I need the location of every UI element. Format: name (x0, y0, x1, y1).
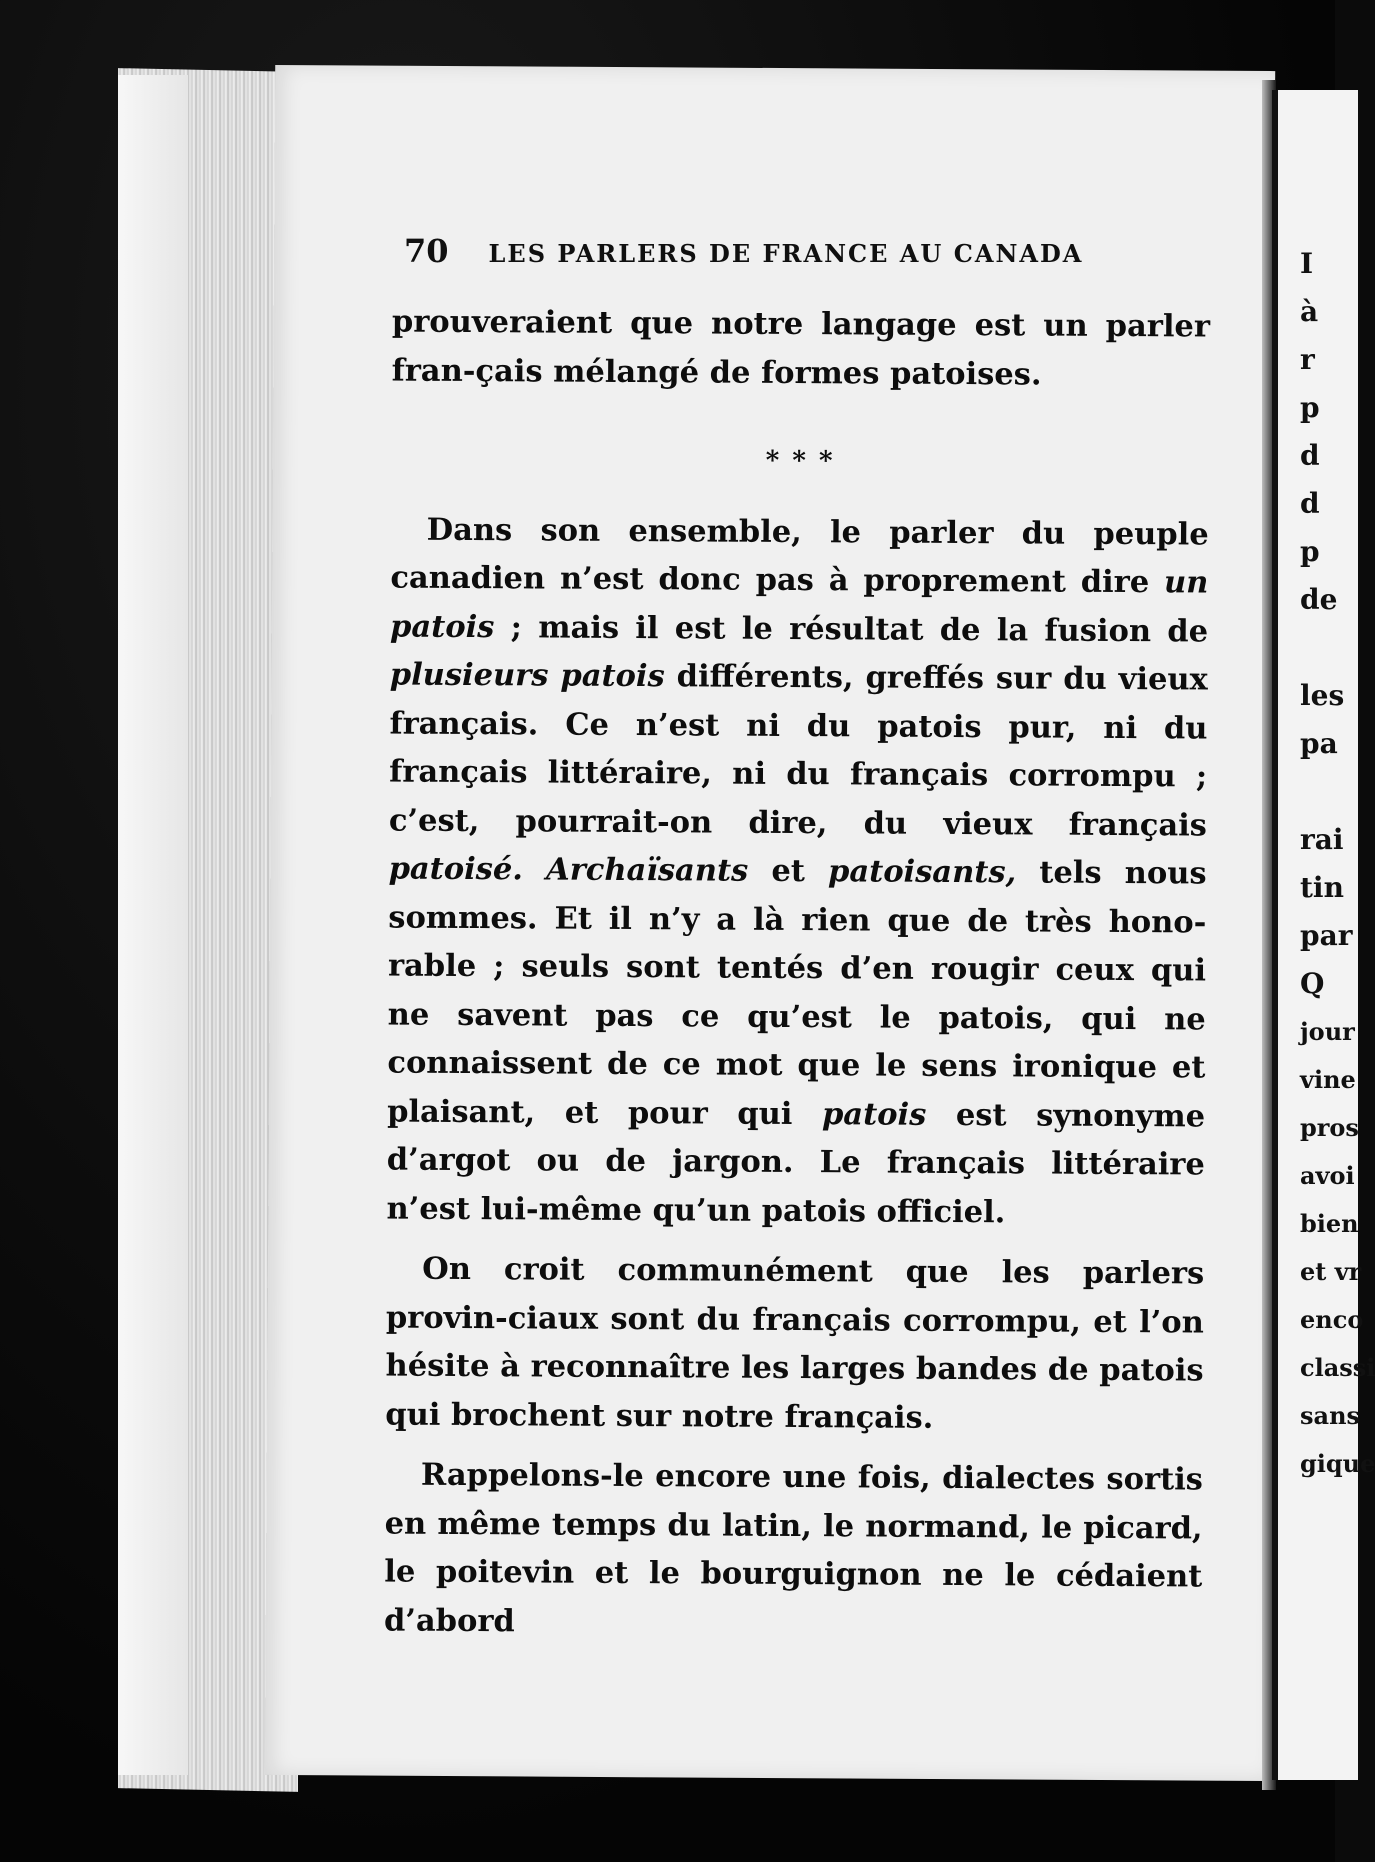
page-body (384, 298, 1210, 1650)
fragment-line: enco (1300, 1305, 1364, 1334)
fragment-line: pros (1300, 1113, 1359, 1142)
page-number: 70 (404, 232, 449, 270)
page-edges-highlight (118, 75, 188, 1775)
p2-text-e: différents, greffés sur du vieux français. Ce n’est ni du patois pur, ni du français littéraire, ni du français corrompu ; c’est, pourrait-on dire, du vieux français (388, 658, 1208, 844)
p2-text-a: Dans son ensemble, le parler du peuple canadien n’est donc pas à proprement dire (390, 511, 1209, 601)
fragment-line: bien (1300, 1209, 1359, 1238)
fragment-line: p (1300, 535, 1320, 568)
p2-italic-d: plusieurs patois (389, 656, 665, 695)
fragment-line: sans (1300, 1401, 1361, 1430)
p2-text-k: est synonyme d’argot ou de jargon. Le français littéraire n’est lui-même qu’un patois officiel. (386, 1096, 1206, 1230)
fragment-line: I (1300, 247, 1314, 280)
fragment-line: à (1300, 295, 1319, 328)
p2-italic-b: un patois (390, 564, 1209, 645)
p2-text-g: et (748, 852, 829, 890)
fragment-line: gique (1300, 1449, 1375, 1478)
paragraph-3: On croit communément que les parlers provin-ciaux sont du français corrompu, et l’on hésite à reconnaître les larges bandes de patois qui brochent sur notre français. (385, 1250, 1205, 1436)
fragment-line (1300, 624, 1360, 672)
p2-italic-j: patois (821, 1095, 927, 1133)
fragment-line: p (1300, 391, 1320, 424)
p2-italic-h: patoisants, (827, 853, 1017, 891)
fragment-line: les (1300, 679, 1345, 712)
fragment-line: Q (1300, 967, 1325, 1000)
fragment-line: d (1300, 439, 1320, 472)
p2-text-i: tels nous sommes. Et il n’y a là rien que de très hono-rable ; seuls sont tentés d’en rougir ceux qui ne savent pas ce qu’est le patois, qui ne connaissent de ce mot que le sens ironique et plaisant, et pour qui (387, 854, 1207, 1132)
fragment-line: par (1300, 919, 1353, 952)
fragment-line: de (1300, 583, 1338, 616)
fragment-line: rai (1300, 823, 1344, 856)
fragment-line (1300, 768, 1360, 816)
paragraph-4: Rappelons-le encore une fois, dialectes sortis en même temps du latin, le normand, le picard, le poitevin et le bourguignon ne le cédaient d’abord (383, 1456, 1204, 1639)
p2-text-c: ; mais il est le résultat de la fusion de (494, 608, 1209, 650)
fragment-line: classi (1300, 1353, 1375, 1382)
asterism-divider: * * * (765, 445, 835, 477)
fragment-line: pa (1300, 727, 1338, 760)
fragment-line: d (1300, 487, 1320, 520)
paragraph-2 (386, 505, 1208, 1237)
page-header (404, 232, 1083, 270)
fragment-line: jour (1300, 1017, 1355, 1046)
p2-italic-f: patoisé. Archaïsants (388, 850, 749, 889)
paragraph-1: prouveraient que notre langage est un parler fran-çais mélangé de formes patoises. (391, 303, 1211, 392)
fragment-line: r (1300, 343, 1315, 376)
fragment-line: avoi (1300, 1161, 1355, 1190)
facing-page-text-fragments (1300, 240, 1375, 1488)
fragment-line: et vr (1300, 1257, 1362, 1286)
fragment-line: tin (1300, 871, 1344, 904)
running-title: LES PARLERS DE FRANCE AU CANADA (488, 239, 1084, 268)
fragment-line: vine (1300, 1065, 1356, 1094)
